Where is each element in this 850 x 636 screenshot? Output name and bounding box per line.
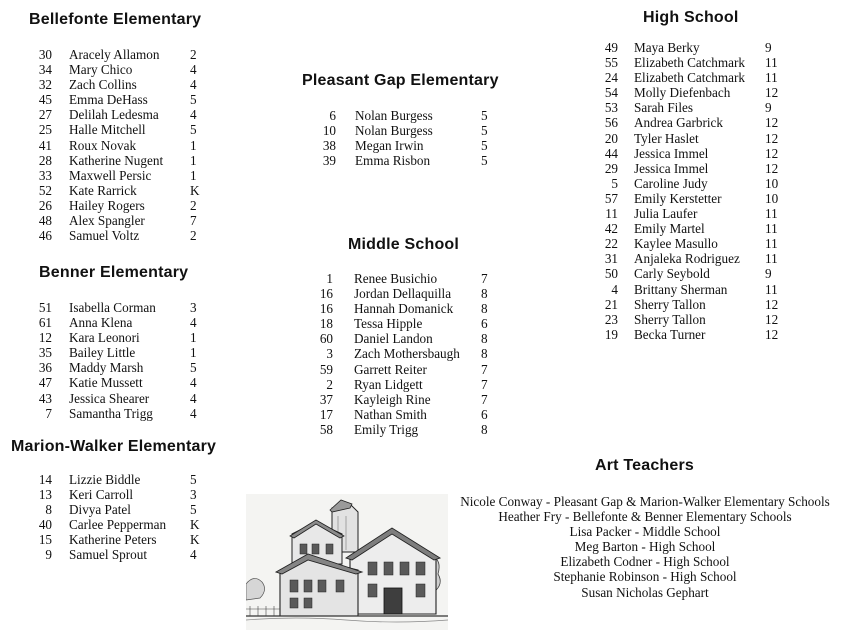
grade-level: 1	[190, 137, 197, 153]
grade-level: 4	[190, 77, 197, 93]
list-row	[592, 40, 792, 55]
student-name: Tessa Hipple	[354, 316, 423, 332]
grade-level: 11	[765, 236, 778, 252]
list-row	[297, 331, 497, 346]
entry-number: 22	[604, 236, 618, 252]
grade-level: 5	[481, 108, 488, 123]
grade-level: K	[190, 517, 200, 533]
grade-level: 6	[481, 316, 488, 332]
entry-number: 26	[38, 197, 52, 213]
student-name: Jessica Immel	[634, 160, 709, 176]
student-name: Nolan Burgess	[355, 108, 433, 123]
entry-number: 12	[38, 330, 52, 346]
student-name: Jessica Shearer	[69, 390, 150, 406]
entry-number: 16	[319, 301, 333, 317]
list-row	[592, 100, 792, 115]
list-row	[24, 315, 214, 330]
list-row	[24, 532, 214, 547]
entry-number: 36	[38, 360, 52, 376]
grade-level: 12	[765, 160, 779, 176]
art-teacher-line: Elizabeth Codner - High School	[560, 554, 730, 570]
grade-level: 12	[765, 326, 779, 342]
grade-level: 4	[190, 315, 197, 331]
list-row	[592, 312, 792, 327]
heading-marion-walker-elementary: Marion-Walker Elementary	[11, 438, 217, 455]
student-name: Sarah Files	[634, 100, 693, 116]
art-teachers-list	[446, 494, 844, 600]
list-row	[24, 502, 214, 517]
art-teacher-line: Susan Nicholas Gephart	[581, 584, 709, 600]
entry-number: 17	[319, 406, 333, 422]
student-name: Samantha Trigg	[69, 405, 153, 421]
grade-level: 8	[481, 301, 488, 317]
student-name: Emily Kerstetter	[634, 190, 722, 206]
entry-number: 32	[38, 77, 52, 93]
entry-number: 41	[38, 137, 52, 153]
list-row	[297, 377, 497, 392]
student-name: Zach Collins	[69, 77, 137, 93]
entry-number: 54	[604, 85, 618, 101]
entry-number: 40	[38, 517, 52, 533]
grade-level: 2	[190, 47, 197, 62]
list-row	[297, 301, 497, 316]
grade-level: 8	[481, 331, 488, 347]
entry-number: 44	[604, 145, 618, 161]
student-name: Zach Mothersbaugh	[354, 346, 460, 362]
list-row	[592, 206, 792, 221]
list-row	[24, 345, 214, 360]
heading-high-school: High School	[643, 9, 739, 26]
entry-number: 21	[604, 296, 618, 312]
student-name: Lizzie Biddle	[69, 472, 141, 487]
list-row	[592, 266, 792, 281]
list-row	[297, 316, 497, 331]
entry-number: 50	[604, 266, 618, 282]
list-row	[592, 221, 792, 236]
list-row	[297, 346, 497, 361]
entry-number: 8	[45, 502, 52, 518]
student-name: Kaylee Masullo	[634, 236, 718, 252]
entry-number: 29	[604, 160, 618, 176]
grade-level: 1	[190, 152, 197, 168]
student-name: Becka Turner	[634, 326, 706, 342]
grade-level: 12	[765, 85, 779, 101]
grade-level: 11	[765, 281, 778, 297]
entry-number: 11	[605, 206, 618, 222]
list-row	[24, 228, 214, 243]
list-row	[24, 107, 214, 122]
entry-number: 30	[38, 47, 52, 62]
list-row	[24, 330, 214, 345]
list-row	[592, 131, 792, 146]
entry-number: 23	[604, 311, 618, 327]
student-name: Anjaleka Rodriguez	[634, 251, 740, 267]
list-row	[24, 375, 214, 390]
entry-number: 24	[604, 70, 618, 86]
list-row	[24, 406, 214, 421]
list-row	[24, 77, 214, 92]
grade-level: 4	[190, 405, 197, 421]
list-middle-school	[297, 271, 497, 437]
student-name: Sherry Tallon	[634, 311, 706, 327]
list-row	[24, 472, 214, 487]
grade-level: 8	[481, 346, 488, 362]
list-row	[592, 85, 792, 100]
entry-number: 37	[319, 391, 333, 407]
student-name: Molly Diefenbach	[634, 85, 731, 101]
grade-level: 5	[190, 472, 197, 487]
entry-number: 56	[604, 115, 618, 131]
entry-number: 2	[326, 376, 333, 392]
entry-number: 9	[45, 547, 52, 563]
heading-middle-school: Middle School	[348, 236, 460, 253]
grade-level: 4	[190, 390, 197, 406]
grade-level: 7	[190, 213, 197, 229]
grade-level: 5	[190, 92, 197, 108]
student-name: Maxwell Persic	[69, 167, 152, 183]
grade-level: 4	[190, 547, 197, 563]
grade-level: 8	[481, 286, 488, 302]
grade-level: 10	[765, 190, 779, 206]
grade-level: 7	[481, 391, 488, 407]
list-row	[297, 407, 497, 422]
student-name: Isabella Corman	[69, 300, 156, 315]
student-name: Katherine Nugent	[69, 152, 164, 168]
entry-number: 3	[326, 346, 333, 362]
grade-level: 1	[190, 345, 197, 361]
entry-number: 53	[604, 100, 618, 116]
entry-number: 39	[322, 153, 336, 169]
entry-number: 15	[38, 532, 52, 548]
entry-number: 38	[322, 138, 336, 154]
list-row	[300, 108, 500, 123]
entry-number: 51	[38, 300, 52, 315]
student-name: Brittany Sherman	[634, 281, 728, 297]
list-bellefonte	[24, 47, 214, 243]
entry-number: 58	[319, 421, 333, 437]
entry-number: 28	[38, 152, 52, 168]
list-row	[592, 146, 792, 161]
grade-level: 2	[190, 228, 197, 244]
entry-number: 19	[604, 326, 618, 342]
grade-level: 12	[765, 115, 779, 131]
student-name: Caroline Judy	[634, 175, 708, 191]
list-row	[24, 92, 214, 107]
entry-number: 31	[604, 251, 618, 267]
list-row	[297, 286, 497, 301]
list-row	[592, 70, 792, 85]
list-row	[24, 183, 214, 198]
student-name: Elizabeth Catchmark	[634, 55, 745, 71]
list-row	[24, 138, 214, 153]
student-name: Divya Patel	[69, 502, 131, 518]
list-row	[24, 300, 214, 315]
grade-level: 3	[190, 487, 197, 503]
entry-number: 45	[38, 92, 52, 108]
heading-bellefonte-elementary: Bellefonte Elementary	[29, 11, 202, 28]
entry-number: 16	[319, 286, 333, 302]
entry-number: 35	[38, 345, 52, 361]
entry-number: 57	[604, 190, 618, 206]
grade-level: 8	[481, 421, 488, 437]
entry-number: 46	[38, 228, 52, 244]
heading-pleasant-gap-elementary: Pleasant Gap Elementary	[302, 72, 499, 89]
list-row	[24, 122, 214, 137]
entry-number: 52	[38, 182, 52, 198]
list-benner	[24, 300, 214, 421]
entry-number: 18	[319, 316, 333, 332]
heading-art-teachers: Art Teachers	[595, 457, 695, 474]
student-name: Ryan Lidgett	[354, 376, 423, 392]
art-teacher-line: Lisa Packer - Middle School	[569, 524, 721, 540]
entry-number: 14	[38, 472, 52, 487]
student-name: Katie Mussett	[69, 375, 143, 391]
list-row	[297, 271, 497, 286]
entry-number: 20	[604, 130, 618, 146]
student-name: Andrea Garbrick	[634, 115, 723, 131]
list-row	[24, 391, 214, 406]
student-name: Hailey Rogers	[69, 197, 145, 213]
grade-level: 12	[765, 145, 779, 161]
entry-number: 48	[38, 213, 52, 229]
grade-level: 11	[765, 55, 778, 71]
student-name: Jordan Dellaquilla	[354, 286, 452, 302]
grade-level: 5	[190, 360, 197, 376]
student-name: Samuel Voltz	[69, 228, 140, 244]
entry-number: 4	[611, 281, 618, 297]
student-name: Maddy Marsh	[69, 360, 144, 376]
student-name: Maya Berky	[634, 40, 700, 55]
student-name: Halle Mitchell	[69, 122, 146, 138]
entry-number: 25	[38, 122, 52, 138]
student-name: Delilah Ledesma	[69, 107, 159, 123]
grade-level: 5	[190, 502, 197, 518]
list-row	[300, 153, 500, 168]
student-name: Keri Carroll	[69, 487, 134, 503]
student-name: Megan Irwin	[355, 138, 424, 154]
student-name: Aracely Allamon	[69, 47, 160, 62]
list-row	[592, 55, 792, 70]
grade-level: 11	[765, 221, 778, 237]
list-row	[300, 138, 500, 153]
student-name: Alex Spangler	[69, 213, 145, 229]
entry-number: 1	[326, 271, 333, 286]
grade-level: K	[190, 182, 200, 198]
entry-number: 13	[38, 487, 52, 503]
student-name: Kayleigh Rine	[354, 391, 431, 407]
grade-level: 12	[765, 311, 779, 327]
student-name: Samuel Sprout	[69, 547, 148, 563]
grade-level: 11	[765, 206, 778, 222]
student-name: Emma Risbon	[355, 153, 431, 169]
student-name: Garrett Reiter	[354, 361, 427, 377]
grade-level: 7	[481, 271, 488, 286]
grade-level: 10	[765, 175, 779, 191]
entry-number: 59	[319, 361, 333, 377]
list-row	[592, 251, 792, 266]
list-high-school	[592, 40, 792, 342]
list-row	[297, 392, 497, 407]
grade-level: 9	[765, 266, 772, 282]
list-row	[24, 47, 214, 62]
student-name: Daniel Landon	[354, 331, 433, 347]
grade-level: 5	[481, 153, 488, 169]
entry-number: 10	[322, 123, 336, 139]
list-row	[592, 176, 792, 191]
list-row	[24, 153, 214, 168]
entry-number: 6	[329, 108, 336, 123]
student-name: Nathan Smith	[354, 406, 427, 422]
grade-level: 4	[190, 107, 197, 123]
list-row	[24, 360, 214, 375]
student-name: Elizabeth Catchmark	[634, 70, 745, 86]
list-row	[592, 236, 792, 251]
art-teacher-line: Heather Fry - Bellefonte & Benner Elementary Schools	[498, 509, 792, 525]
grade-level: 3	[190, 300, 197, 315]
art-teacher-line: Meg Barton - High School	[574, 539, 716, 555]
student-name: Emma DeHass	[69, 92, 148, 108]
student-name: Sherry Tallon	[634, 296, 706, 312]
grade-level: 4	[190, 62, 197, 78]
student-name: Nolan Burgess	[355, 123, 433, 139]
heading-benner-elementary: Benner Elementary	[39, 264, 189, 281]
student-name: Hannah Domanick	[354, 301, 454, 317]
list-row	[592, 191, 792, 206]
list-row	[24, 198, 214, 213]
grade-level: 11	[765, 70, 778, 86]
list-row	[592, 327, 792, 342]
student-name: Bailey Little	[69, 345, 136, 361]
student-name: Roux Novak	[69, 137, 137, 153]
grade-level: 2	[190, 197, 197, 213]
grade-level: K	[190, 532, 200, 548]
entry-number: 42	[604, 221, 618, 237]
list-row	[300, 123, 500, 138]
list-row	[592, 297, 792, 312]
student-name: Jessica Immel	[634, 145, 709, 161]
grade-level: 11	[765, 251, 778, 267]
entry-number: 49	[604, 40, 618, 55]
grade-level: 5	[190, 122, 197, 138]
grade-level: 12	[765, 296, 779, 312]
entry-number: 43	[38, 390, 52, 406]
list-row	[24, 62, 214, 77]
entry-number: 61	[38, 315, 52, 331]
grade-level: 5	[481, 138, 488, 154]
list-row	[592, 282, 792, 297]
list-row	[297, 362, 497, 377]
list-pleasant-gap	[300, 108, 500, 168]
grade-level: 5	[481, 123, 488, 139]
entry-number: 27	[38, 107, 52, 123]
student-name: Renee Busichio	[354, 271, 438, 286]
grade-level: 1	[190, 167, 197, 183]
student-name: Carlee Pepperman	[69, 517, 167, 533]
art-teacher-line: Stephanie Robinson - High School	[553, 569, 737, 585]
student-name: Julia Laufer	[634, 206, 698, 222]
grade-level: 6	[481, 406, 488, 422]
entry-number: 33	[38, 167, 52, 183]
student-name: Mary Chico	[69, 62, 133, 78]
entry-number: 60	[319, 331, 333, 347]
school-building-sketch-icon	[246, 494, 448, 630]
entry-number: 34	[38, 62, 52, 78]
list-row	[297, 422, 497, 437]
grade-level: 4	[190, 375, 197, 391]
grade-level: 7	[481, 361, 488, 377]
grade-level: 7	[481, 376, 488, 392]
student-name: Tyler Haslet	[634, 130, 699, 146]
art-teacher-line: Nicole Conway - Pleasant Gap & Marion-Walker Elementary Schools	[460, 494, 830, 509]
student-name: Carly Seybold	[634, 266, 710, 282]
grade-level: 9	[765, 40, 772, 55]
list-row	[24, 547, 214, 562]
list-row	[24, 213, 214, 228]
grade-level: 12	[765, 130, 779, 146]
student-name: Katherine Peters	[69, 532, 157, 548]
list-row	[592, 161, 792, 176]
student-name: Emily Trigg	[354, 421, 419, 437]
student-name: Anna Klena	[69, 315, 133, 331]
student-name: Kara Leonori	[69, 330, 140, 346]
entry-number: 47	[38, 375, 52, 391]
grade-level: 1	[190, 330, 197, 346]
entry-number: 7	[45, 405, 52, 421]
grade-level: 9	[765, 100, 772, 116]
list-row	[24, 487, 214, 502]
list-row	[24, 168, 214, 183]
entry-number: 55	[604, 55, 618, 71]
list-marion-walker	[24, 472, 214, 563]
list-row	[592, 115, 792, 130]
student-name: Emily Martel	[634, 221, 705, 237]
list-row	[24, 517, 214, 532]
entry-number: 5	[611, 175, 618, 191]
student-name: Kate Rarrick	[69, 182, 137, 198]
